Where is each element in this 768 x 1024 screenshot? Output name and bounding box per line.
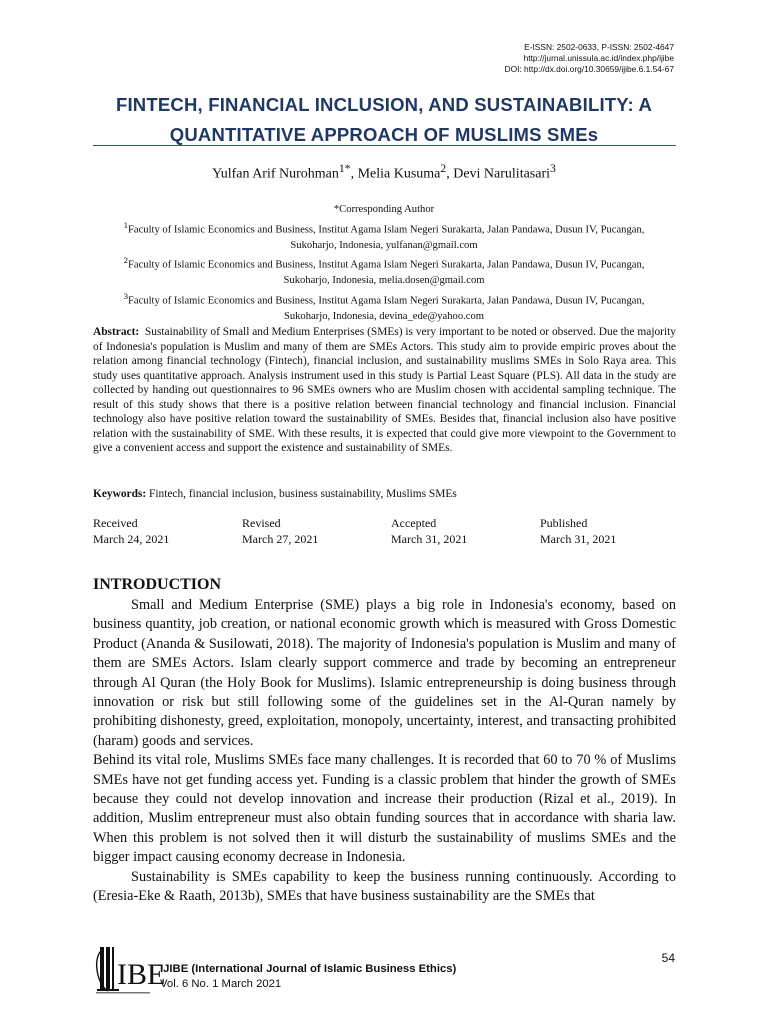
- intro-paragraph-2: Behind its vital role, Muslims SMEs face many challenges. It is recorded that 60 to 70 % of Muslims SMEs have not get funding access yet. Funding is a classic problem that hinder the growth of SMEs because they could not develop innovation and increase their production (Rizal et al., 2019). In addition, Muslim entrepreneur must also obtain funding sources that in accordance with sharia law. When this problem is not solved then it will disturb the sustainability of muslims SMEs and the bigger impact causing economy decrease in Indonesia.: [93, 752, 676, 866]
- author-3: Devi Narulitasari: [453, 166, 551, 182]
- affiliation-3: $^3$Faculty of Islamic Economics and Business, Institut Agama Islam Negeri Surakarta, Jalan Pandawa, Dusun IV, Pucangan, Sukoharjo, Indonesia, devina_ede@yahoo.com: [123, 291, 645, 323]
- author-1: Yulfan Arif Nurohman: [212, 166, 339, 182]
- section-heading-introduction: INTRODUCTION: [93, 576, 222, 593]
- page-number: 54: [661, 951, 675, 965]
- date-received: Received March 24, 2021: [93, 516, 170, 546]
- keywords-text: Fintech, financial inclusion, business sustainability, Muslims SMEs: [149, 488, 457, 500]
- title-divider: [93, 145, 676, 146]
- date-accepted: Accepted March 31, 2021: [391, 516, 468, 546]
- journal-volume: Vol. 6 No. 1 March 2021: [160, 978, 282, 990]
- affiliations: [90, 202, 678, 325]
- logo-text: IBE: [117, 958, 166, 991]
- ijibe-logo-icon: [92, 943, 166, 995]
- title-line-2: QUANTITATIVE APPROACH OF MUSLIMS SMEs: [169, 124, 599, 145]
- abstract: [93, 325, 676, 456]
- date-revised: Revised March 27, 2021: [242, 516, 319, 546]
- journal-url[interactable]: http://jurnal.unissula.ac.id/index.php/ijibe: [523, 53, 674, 63]
- paper-title: [60, 90, 708, 150]
- article-dates: [93, 515, 693, 547]
- author-1-sup: 1*: [338, 162, 351, 175]
- keywords-label: Keywords:: [93, 488, 147, 500]
- affiliation-1: $^1$Faculty of Islamic Economics and Business, Institut Agama Islam Negeri Surakarta, Jalan Pandawa, Dusun IV, Pucangan, Sukoharjo, Indonesia, yulfanan@gmail.com: [123, 219, 645, 251]
- affiliation-2: $^2$Faculty of Islamic Economics and Business, Institut Agama Islam Negeri Surakarta, Jalan Pandawa, Dusun IV, Pucangan, Sukoharjo, Indonesia, melia.dosen@gmail.com: [123, 255, 645, 287]
- journal-header: [505, 42, 674, 75]
- author-2-sup: 2: [440, 162, 447, 175]
- author-2: Melia Kusuma: [357, 166, 441, 182]
- title-line-1: FINTECH, FINANCIAL INCLUSION, AND SUSTAINABILITY: A: [115, 94, 653, 115]
- issn-line: E-ISSN: 2502-0633, P-ISSN: 2502-4647: [524, 42, 674, 52]
- introduction-body: [93, 596, 676, 907]
- author-list: Yulfan Arif Nurohman$^{1*}$, Melia Kusuma$^2$, Devi Narulitasari$^3$: [212, 162, 556, 182]
- abstract-text: Sustainability of Small and Medium Enterprises (SMEs) is very important to be noted or observed. Due the majority of Indonesia's population is Muslim and many of them are SMEs Actors. This study aim to provide empiric proves about the relation among financial technology (Fintech), financial inclusion, and sustainability muslims SMEs in Solo Raya area. This study uses quantitative approach. Analysis instrument used in this study is Partial Least Square (PLS). All data in the study are collected by handing out questionnaires to 96 SMEs owners who are Muslim chosen with accidental sampling technique. The result of this study shows that there is a positive relation between financial technology and financial inclusion. Financial technology also have positive relation toward the sustainability of SMEs. Besides that, financial inclusion also have positive relation with the sustainability of SME. With these results, it is expected that could give more viewpoint to the Government to give a convenient access and support the existence and sustainability of SMEs.: [93, 326, 676, 454]
- doi-line[interactable]: DOI: http://dx.doi.org/10.30659/ijibe.6.1.54-67: [504, 64, 674, 74]
- corresponding-author: *Corresponding Author: [333, 204, 435, 215]
- date-published: Published March 31, 2021: [540, 516, 617, 546]
- abstract-label: Abstract:: [93, 326, 140, 338]
- journal-footer: [160, 962, 456, 992]
- intro-paragraph-1: Small and Medium Enterprise (SME) plays a big role in Indonesia's economy, based on business quantity, job creation, or national economic growth which is measured with Gross Domestic Product (Ananda & Susilowati, 2018). The majority of Indonesia's population is Muslim and many of them are SMEs Actors. Islam clearly support commerce and trade by becoming an entrepreneur through Al Quran (the Holy Book for Muslims). Islamic entrepreneurship is doing business through innovation or risk but still following some of the guidelines set in the Al-Quran namely by prohibiting dishonesty, greed, exploitation, monopoly, uncertainty, interest, and transacting prohibited (haram) goods and services.: [93, 597, 676, 749]
- author-3-sup: 3: [550, 162, 556, 175]
- keywords: [93, 488, 457, 500]
- intro-paragraph-3: Sustainability is SMEs capability to keep the business running continuously. According to (Eresia-Eke & Raath, 2013b), SMEs that have business sustainability are the SMEs that: [93, 868, 676, 905]
- journal-name: IJIBE (International Journal of Islamic Business Ethics): [160, 963, 457, 975]
